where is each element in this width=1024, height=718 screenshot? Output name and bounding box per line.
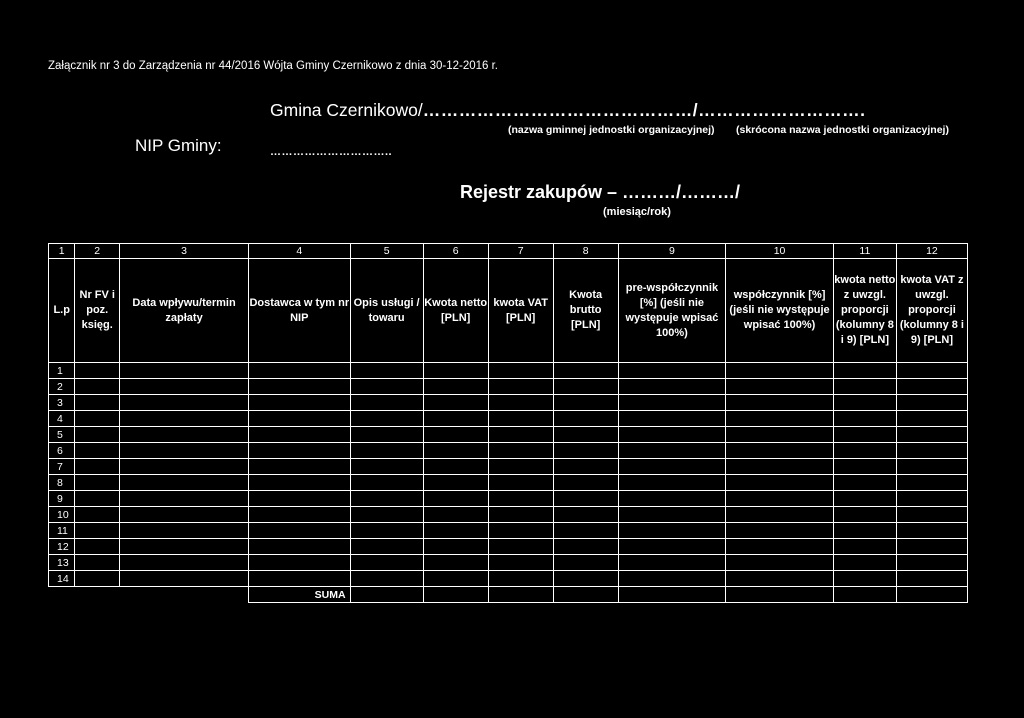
table-cell[interactable]: [553, 443, 618, 459]
table-cell[interactable]: [75, 427, 120, 443]
table-cell[interactable]: [350, 443, 423, 459]
table-cell[interactable]: [423, 475, 488, 491]
table-cell[interactable]: [350, 475, 423, 491]
column-number: 10: [726, 244, 834, 259]
column-number: 12: [896, 244, 967, 259]
table-cell[interactable]: [896, 539, 967, 555]
table-cell[interactable]: [120, 411, 249, 427]
table-cell[interactable]: [249, 475, 351, 491]
table-cell[interactable]: [618, 395, 726, 411]
table-cell[interactable]: [423, 523, 488, 539]
table-cell[interactable]: [896, 427, 967, 443]
table-row: [49, 571, 968, 587]
table-cell[interactable]: [350, 491, 423, 507]
table-cell[interactable]: [423, 555, 488, 571]
table-cell[interactable]: [488, 411, 553, 427]
table-cell[interactable]: [618, 475, 726, 491]
row-number: 6: [49, 443, 75, 459]
table-cell[interactable]: [249, 379, 351, 395]
table-cell[interactable]: [249, 555, 351, 571]
column-header: L.p: [49, 259, 75, 363]
row-number: 5: [49, 427, 75, 443]
table-cell[interactable]: [833, 379, 896, 395]
table-row: [49, 475, 968, 491]
table-row: [49, 539, 968, 555]
table-cell[interactable]: [423, 539, 488, 555]
table-cell[interactable]: [833, 539, 896, 555]
row-number: 13: [49, 555, 75, 571]
table-row: [49, 395, 968, 411]
table-row: [49, 363, 968, 379]
table-cell[interactable]: [423, 427, 488, 443]
table-cell[interactable]: [488, 555, 553, 571]
table-cell[interactable]: [896, 379, 967, 395]
table-cell[interactable]: [726, 491, 834, 507]
table-cell[interactable]: [726, 523, 834, 539]
table-cell[interactable]: [488, 379, 553, 395]
table-row: [49, 443, 968, 459]
table-cell[interactable]: [618, 363, 726, 379]
table-row: [49, 379, 968, 395]
column-header: kwota VAT z uwzgl. proporcji (kolumny 8 i 9) [PLN]: [896, 259, 967, 363]
table-cell[interactable]: [120, 379, 249, 395]
table-cell[interactable]: [249, 411, 351, 427]
sum-cell[interactable]: [726, 587, 834, 603]
table-cell[interactable]: [618, 491, 726, 507]
table-cell[interactable]: [553, 555, 618, 571]
table-cell[interactable]: [488, 491, 553, 507]
table-cell[interactable]: [120, 555, 249, 571]
attachment-note: Załącznik nr 3 do Zarządzenia nr 44/2016 Wójta Gminy Czernikowo z dnia 30-12-2016 r.: [48, 60, 499, 72]
table-cell[interactable]: [75, 459, 120, 475]
table-cell[interactable]: [726, 443, 834, 459]
row-number: 4: [49, 411, 75, 427]
table-cell[interactable]: [833, 475, 896, 491]
gmina-line: [270, 100, 865, 121]
table-cell[interactable]: [350, 571, 423, 587]
table-cell[interactable]: [350, 507, 423, 523]
table-cell[interactable]: [75, 539, 120, 555]
table-cell[interactable]: [423, 459, 488, 475]
table-cell[interactable]: [618, 411, 726, 427]
row-number: 3: [49, 395, 75, 411]
column-header: pre-współczynnik [%] (jeśli nie występuje wpisać 100%): [618, 259, 726, 363]
table-cell[interactable]: [726, 571, 834, 587]
table-cell[interactable]: [553, 475, 618, 491]
table-cell[interactable]: [833, 507, 896, 523]
sum-cell[interactable]: [423, 587, 488, 603]
table-cell[interactable]: [350, 555, 423, 571]
table-cell[interactable]: [833, 459, 896, 475]
row-number: 10: [49, 507, 75, 523]
table-row: [49, 427, 968, 443]
table-cell[interactable]: [896, 459, 967, 475]
column-header: Opis usługi / towaru: [350, 259, 423, 363]
sum-cell[interactable]: [896, 587, 967, 603]
table-cell[interactable]: [726, 507, 834, 523]
table-cell[interactable]: [553, 427, 618, 443]
table-cell[interactable]: [833, 427, 896, 443]
column-number: 6: [423, 244, 488, 259]
table-cell[interactable]: [423, 491, 488, 507]
table-cell[interactable]: [350, 459, 423, 475]
table-cell[interactable]: [75, 363, 120, 379]
table-cell[interactable]: [553, 379, 618, 395]
table-cell[interactable]: [75, 475, 120, 491]
table-cell[interactable]: [896, 475, 967, 491]
column-header: Kwota brutto [PLN]: [553, 259, 618, 363]
table-cell[interactable]: [423, 363, 488, 379]
column-header: Nr FV i poz. księg.: [75, 259, 120, 363]
nip-label: NIP Gminy:: [135, 136, 222, 155]
table-cell[interactable]: [75, 523, 120, 539]
table-cell[interactable]: [120, 395, 249, 411]
table-cell[interactable]: [423, 395, 488, 411]
unit-short-field: ……………………….: [698, 100, 866, 120]
table-cell[interactable]: [423, 443, 488, 459]
table-cell[interactable]: [120, 427, 249, 443]
unit-full-field: ………………………………………/: [422, 100, 699, 120]
table-cell[interactable]: [833, 491, 896, 507]
row-number: 2: [49, 379, 75, 395]
table-cell[interactable]: [726, 411, 834, 427]
unit-full-caption: (nazwa gminnej jednostki organizacyjnej): [508, 124, 715, 136]
column-header: współczynnik [%] (jeśli nie występuje wpisać 100%): [726, 259, 834, 363]
row-number: 7: [49, 459, 75, 475]
table-cell[interactable]: [249, 491, 351, 507]
table-cell[interactable]: [120, 443, 249, 459]
table-cell[interactable]: [120, 363, 249, 379]
table-cell[interactable]: [249, 571, 351, 587]
table-cell[interactable]: [488, 571, 553, 587]
table-cell[interactable]: [350, 363, 423, 379]
table-cell[interactable]: [488, 523, 553, 539]
table-cell[interactable]: [553, 395, 618, 411]
table-cell[interactable]: [553, 523, 618, 539]
table-cell[interactable]: [726, 539, 834, 555]
table-cell[interactable]: [726, 459, 834, 475]
table-cell[interactable]: [618, 443, 726, 459]
row-number: 1: [49, 363, 75, 379]
table-cell[interactable]: [618, 523, 726, 539]
table-cell[interactable]: [553, 539, 618, 555]
table-row: [49, 459, 968, 475]
table-cell[interactable]: [120, 491, 249, 507]
table-cell[interactable]: [726, 555, 834, 571]
table-cell[interactable]: [350, 379, 423, 395]
table-cell[interactable]: [726, 379, 834, 395]
sum-label: SUMA: [249, 587, 351, 603]
table-cell[interactable]: [618, 539, 726, 555]
table-cell[interactable]: [553, 459, 618, 475]
table-cell[interactable]: [553, 491, 618, 507]
table-cell[interactable]: [726, 475, 834, 491]
gmina-label: Gmina Czernikowo/: [270, 100, 423, 120]
table-cell[interactable]: [423, 411, 488, 427]
table-cell[interactable]: [833, 363, 896, 379]
table-cell[interactable]: [75, 491, 120, 507]
column-number: 2: [75, 244, 120, 259]
table-cell[interactable]: [350, 539, 423, 555]
row-number: 14: [49, 571, 75, 587]
table-cell[interactable]: [75, 507, 120, 523]
table-cell[interactable]: [120, 571, 249, 587]
unit-short-caption: (skrócona nazwa jednostki organizacyjnej): [736, 124, 949, 136]
table-row: [49, 411, 968, 427]
table-cell[interactable]: [726, 363, 834, 379]
table-row: [49, 523, 968, 539]
table-cell[interactable]: [350, 411, 423, 427]
column-number: 5: [350, 244, 423, 259]
table-cell[interactable]: [75, 395, 120, 411]
purchase-register-table: [48, 243, 968, 603]
row-number: 12: [49, 539, 75, 555]
table-cell[interactable]: [488, 475, 553, 491]
table-cell[interactable]: [75, 411, 120, 427]
table-row: [49, 507, 968, 523]
table-cell[interactable]: [896, 395, 967, 411]
table-cell[interactable]: [553, 363, 618, 379]
table-cell[interactable]: [249, 443, 351, 459]
sum-cell[interactable]: [350, 587, 423, 603]
table-cell[interactable]: [896, 363, 967, 379]
sum-cell[interactable]: [488, 587, 553, 603]
table-cell[interactable]: [350, 427, 423, 443]
table-cell[interactable]: [896, 555, 967, 571]
sum-cell[interactable]: [618, 587, 726, 603]
header-row: [49, 259, 968, 363]
column-number: 9: [618, 244, 726, 259]
table-cell[interactable]: [618, 571, 726, 587]
table-cell[interactable]: [249, 363, 351, 379]
table-row: [49, 555, 968, 571]
column-header: kwota netto z uwzgl. proporcji (kolumny 8 i 9) [PLN]: [833, 259, 896, 363]
table-row: [49, 491, 968, 507]
table-cell[interactable]: [896, 507, 967, 523]
column-number-row: [49, 244, 968, 259]
table-cell[interactable]: [75, 379, 120, 395]
table-cell[interactable]: [553, 411, 618, 427]
column-header: Data wpływu/termin zapłaty: [120, 259, 249, 363]
table-cell[interactable]: [249, 395, 351, 411]
table-cell[interactable]: [618, 427, 726, 443]
row-number: 9: [49, 491, 75, 507]
register-title: Rejestr zakupów – ………/………/: [460, 182, 741, 202]
sum-cell[interactable]: [833, 587, 896, 603]
column-number: 3: [120, 244, 249, 259]
table-cell[interactable]: [833, 443, 896, 459]
table-cell[interactable]: [249, 507, 351, 523]
column-number: 11: [833, 244, 896, 259]
table-cell[interactable]: [120, 475, 249, 491]
table-cell[interactable]: [249, 459, 351, 475]
sum-spacer: [49, 587, 249, 603]
column-number: 1: [49, 244, 75, 259]
table-cell[interactable]: [249, 539, 351, 555]
table-cell[interactable]: [618, 507, 726, 523]
table-cell[interactable]: [833, 395, 896, 411]
table-cell[interactable]: [896, 571, 967, 587]
table-cell[interactable]: [726, 395, 834, 411]
column-number: 4: [249, 244, 351, 259]
column-header: Kwota netto [PLN]: [423, 259, 488, 363]
table-cell[interactable]: [553, 571, 618, 587]
table-cell[interactable]: [488, 395, 553, 411]
register-subtitle: (miesiąc/rok): [603, 206, 671, 218]
table-cell[interactable]: [896, 491, 967, 507]
table-cell[interactable]: [488, 443, 553, 459]
table-cell[interactable]: [488, 363, 553, 379]
table-cell[interactable]: [833, 555, 896, 571]
table-cell[interactable]: [249, 427, 351, 443]
table-cell[interactable]: [423, 571, 488, 587]
table-cell[interactable]: [618, 555, 726, 571]
column-number: 7: [488, 244, 553, 259]
nip-field: …………………………..: [270, 146, 393, 158]
table-cell[interactable]: [618, 459, 726, 475]
table-cell[interactable]: [423, 507, 488, 523]
table-cell[interactable]: [833, 411, 896, 427]
table-cell[interactable]: [75, 443, 120, 459]
table-cell[interactable]: [488, 427, 553, 443]
table-cell[interactable]: [120, 523, 249, 539]
column-header: kwota VAT [PLN]: [488, 259, 553, 363]
table-cell[interactable]: [553, 507, 618, 523]
table-cell[interactable]: [120, 459, 249, 475]
table-cell[interactable]: [75, 555, 120, 571]
table-cell[interactable]: [488, 459, 553, 475]
table-cell[interactable]: [833, 571, 896, 587]
table-cell[interactable]: [896, 443, 967, 459]
table-cell[interactable]: [120, 507, 249, 523]
table-cell[interactable]: [833, 523, 896, 539]
table-cell[interactable]: [120, 539, 249, 555]
table-cell[interactable]: [618, 379, 726, 395]
sum-cell[interactable]: [553, 587, 618, 603]
table-cell[interactable]: [726, 427, 834, 443]
row-number: 11: [49, 523, 75, 539]
table-cell[interactable]: [350, 395, 423, 411]
table-cell[interactable]: [896, 411, 967, 427]
sum-row: [49, 587, 968, 603]
table-cell[interactable]: [75, 571, 120, 587]
table-cell[interactable]: [488, 539, 553, 555]
table-cell[interactable]: [896, 523, 967, 539]
table-cell[interactable]: [423, 379, 488, 395]
table-cell[interactable]: [488, 507, 553, 523]
table-cell[interactable]: [249, 523, 351, 539]
column-header: Dostawca w tym nr NIP: [249, 259, 351, 363]
column-number: 8: [553, 244, 618, 259]
table-cell[interactable]: [350, 523, 423, 539]
row-number: 8: [49, 475, 75, 491]
